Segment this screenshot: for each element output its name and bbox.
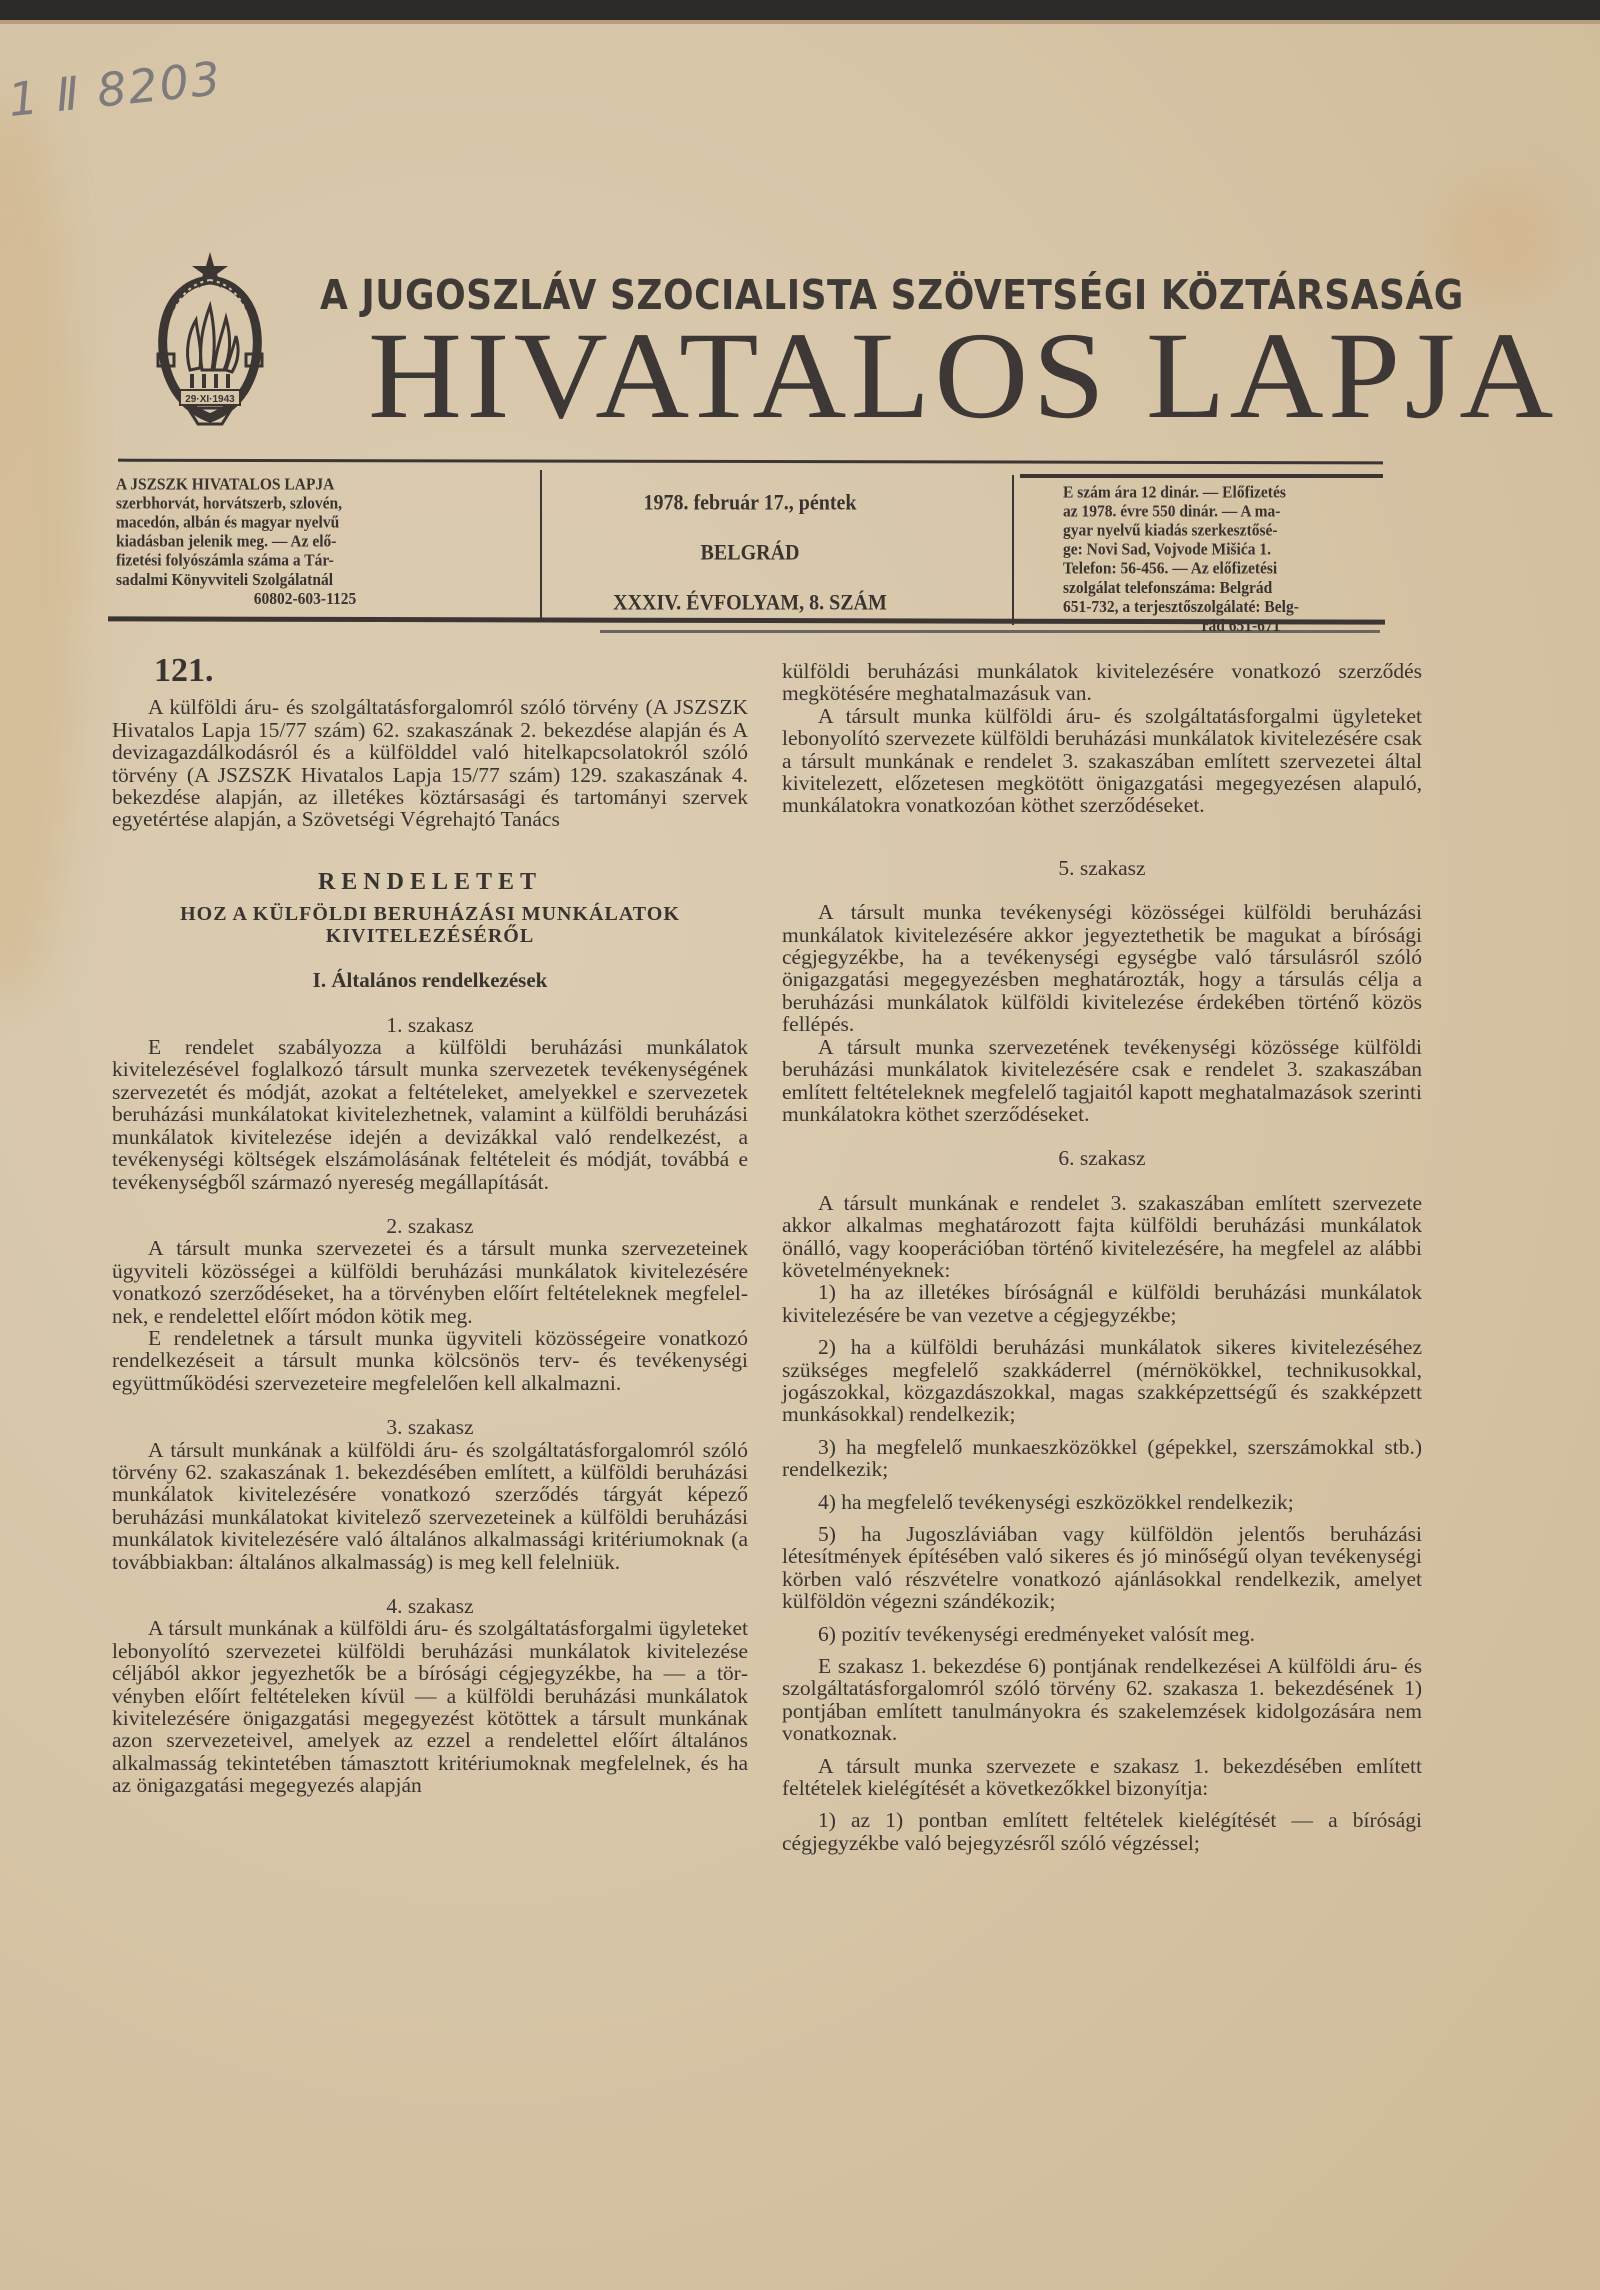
info-line: az 1978. évre 550 dinár. — A ma- [1063,502,1281,522]
section-paragraph: E szakasz 1. bekezdése 6) pontjának rendelkezései A külföldi áru- és szolgáltatásforgalomról szóló törvény 62. szakasza 1. bekezdésének 1) pontjában említett tanulmányokra és szakelemzések kidolgozására nem vonatkoznak. [782,1654,1422,1746]
issue-volume: XXXIV. ÉVFOLYAM, 8. SZÁM [613,590,887,616]
requirement-item: 1) ha az illetékes bíróságnál e külföldi beruházási munkálatok kivitelezésére be van vezetve a cégjegyzékbe; [782,1280,1422,1327]
section-heading: 6. szakasz [1058,1146,1146,1171]
issue-date: 1978. február 17., péntek [643,490,857,516]
info-line: ge: Novi Sad, Vojvode Mišića 1. [1063,540,1271,560]
section-paragraph: A társult munkának a külföldi áru- és szolgáltatásforgalomról szóló törvény 62. szakaszának 1. bekezdésében említett, a külföldi beruházási munkálatok kivitelezésére vonatkozó szerződés tárgyát képező beruházási munkálatokat kivitelező szervezeteinek a külföldi beruházási munkálatok kivitelezésére való általános alkalmassági kritériumoknak (a továbbiakban: általános alkalmasság) is meg kell felelniük. [112,1437,748,1574]
issue-city: BELGRÁD [700,540,800,566]
section-paragraph: A társult munka szervezetének tevékenységi közössége külföldi beruházási munkálatok kivitelezésére csak e rendelet 3. szakaszában említett feltételeknek megfelelő tagjaitól kapott meghatalmazások szerinti munkálatokra köthet szerződéseket. [782,1034,1422,1126]
price-info [1063,483,1419,635]
info-line: 651-732, a terjesztőszolgálaté: Belg- [1063,597,1299,617]
preamble: A külföldi áru- és szolgáltatásforgalomról szóló törvény (A JSZSZK Hivatalos Lapja 15/77 szám) 62. szakaszának 2. bekezdése alapján és A devizagazdálkodásról és a külfölddel való hitelkapcsolatokról szóló törvény (A JSZSZK Hivatalos Lapja 15/77 szám) 129. szakaszának 4. bekezdése alapján, az illetékes köztársasági és tartományi szervek egyetértése alapján, a Szövetségi Végrehajtó Tanács [112,695,748,832]
section-heading: 3. szakasz [386,1415,474,1440]
masthead-kicker: A JUGOSZLÁV SZOCIALISTA SZÖVETSÉGI KÖZTÁRSASÁG [320,272,1464,320]
account-number: 60802-603-1125 [253,589,357,609]
masthead [120,250,1558,450]
section-paragraph: E rendelet szabályozza a külföldi beruházási munkálatok kivitelezésével foglalkozó társult munka szervezetek tevékenységének szervezetét és módját, azokat a feltételeket, amelyekkel e szervezetek beruházási munkálatokat kivitelezhetnek, valamint a külföldi beruházási munkálatok kivitelezése idején a devizákkal való rendelkezést, a tevékenységi költségek elszámolásának feltételeit és módját, továbbá e tevékenységből származó nyereség megállapítását. [112,1035,748,1194]
info-line: kiadásban jelenik meg. — Az elő- [116,532,337,552]
decree-number: 121. [154,652,214,689]
info-line: Telefon: 56-456. — Az előfizetési [1063,559,1278,579]
section-paragraph: külföldi beruházási munkálatok kivitelezésére vonatkozó szerződés megkötésére meghatalmazásuk van. [782,659,1422,706]
requirement-item: 4) ha megfelelő tevékenységi eszközökkel rendelkezik; [818,1489,1294,1514]
info-line: A JSZSZK HIVATALOS LAPJA [116,475,335,495]
info-line: rád 651-671 [1201,616,1281,636]
info-line: E szám ára 12 dinár. — Előfizetés [1063,483,1286,503]
decree-heading: RENDELETET [317,868,543,895]
section-heading: 2. szakasz [386,1213,474,1238]
masthead-title: HIVATALOS LAPJA [368,307,1558,444]
section-heading: 5. szakasz [1058,855,1146,880]
proof-item: 1) az 1) pontban említett feltételek kielégítését — a bírósági cégjegyzékbe való bejegyzésről szóló végzéssel; [782,1808,1422,1855]
info-line: sadalmi Könyvviteli Szolgálatnál [116,570,334,590]
section-heading: 4. szakasz [386,1594,474,1618]
info-divider-left [540,470,542,620]
info-line: szolgálat telefonszáma: Belgrád [1063,578,1273,598]
requirement-item: 2) ha a külföldi beruházási munkálatok sikeres kivitelezéséhez szükséges megfelelő szakkáderrel (mérnökökkel, technikusokkal, jogászokkal, közgazdászokkal, magas szakképzettségű és szakképzett munkásokkal) rendelkezik; [782,1335,1422,1427]
publication-info [116,475,494,608]
chapter-heading: I. Általános rendelkezések [312,968,548,993]
decree-title-line: HOZ A KÜLFÖLDI BERUHÁZÁSI MUNKÁLATOK [180,903,680,926]
info-divider-right [1012,475,1014,625]
requirement-item: 5) ha Jugoszláviában vagy külföldön jelentős beruházási létesítmények építésében való sikeres és jó minőségű olyan tevékenységi körben való részvételre vonatkozó ajánlásokkal rendelkezik, amelyet külföldön végezni szándékozik; [782,1522,1422,1614]
info-line: macedón, albán és magyar nyelvű [116,513,340,533]
section-paragraph: A társult munkának a külföldi áru- és szolgáltatásforgalmi ügyleteket lebonyolító szervezetei külföldi beruházási munkálatok kivitelezése céljából akkor jegyezhetők be a bírósági cégjegyzékbe, ha — a törvényben előírt feltételeken kívül — a külföldi beruházási munkálatok kivitelezésére önigazgatási megegyezést kötöttek a társult munkának azon szervezeteivel, amelyek az ezzel a rendelettel előírt általános alkalmasság tekintetében támasztott kritériumoknak megfelelnek, és ha az önigazgatási megegyezés alapján [112,1616,748,1798]
decree-title [112,903,748,947]
section-heading: 1. szakasz [386,1012,474,1037]
emblem-date: 29·XI·1943 [185,394,235,405]
info-line: fizetési folyószámla száma a Tár- [116,551,334,571]
masthead-rule-top-right [1020,474,1383,478]
section-paragraph: A társult munka szervezetei és a társult munka szervezeteinek ügyviteli közösségei a külföldi beruházási munkálatok kivitelezésére vonatkozó szerződéseket, ha a törvényben előírt feltételeknek megfelelnek, e rendelettel előírt módon kötik meg. [112,1236,748,1328]
section-paragraph: A társult munkának e rendelet 3. szakaszában említett szervezete akkor alkalmas meghatározott fajta külföldi beruházási munkálatok önálló, vagy kooperációban történő kivitelezésére, ha megfelel az alábbi követelményeknek: [782,1190,1422,1282]
section-paragraph: A társult munka tevékenységi közösségei külföldi beruházási munkálatok kivitelezésére akkor jegyeztethetik be magukat a bírósági cégjegyzékbe, ha a tevékenységi egységbe való társulásról szóló önigazgatási megegyezésben meghatározták, hogy a társulás célja a beruházási munkálatok külföldi kivitelezése érdekében történő közös fellépés. [782,900,1422,1037]
decree-title-line: KIVITELEZÉSÉRŐL [325,925,535,948]
scanner-border [0,0,1600,24]
section-paragraph: E rendeletnek a társult munka ügyviteli közösségeire vonatkozó rendelkezéseit a társult munka kölcsönös terv- és tevékenységi együttműködési szervezeteire megfelelően kell alkalmazni. [112,1325,748,1395]
section-paragraph: A társult munka szervezete e szakasz 1. bekezdésében említett feltételek kielégítését a következőkkel bizonyítja: [782,1753,1422,1801]
requirement-item: 3) ha megfelelő munkaeszközökkel (gépekkel, szerszámokkal stb.) rendelkezik; [782,1434,1422,1482]
info-line: szerbhorvát, horvátszerb, szlovén, [116,494,342,514]
yugoslav-coat-of-arms-icon [150,250,270,440]
section-paragraph: A társult munka külföldi áru- és szolgáltatásforgalmi ügyleteket lebonyolító szervezete külföldi beruházási munkálatok kivitelezésére csak a társult munkának e rendelet 3. szakaszában említett szervezetei által kivitelezett, előzetesen megkötött önigazgatási megegyezésen alapuló, munkálatokra vonatkozóan köthet szerződéseket. [782,703,1422,818]
right-column [782,660,1422,1854]
issue-info [560,480,940,626]
handwritten-archive-number: 1 Ⅱ 8203 [5,50,225,128]
info-line: gyar nyelvű kiadás szerkesztősé- [1063,521,1278,541]
left-column [112,652,748,1798]
requirement-item: 6) pozitív tevékenységi eredményeket valósít meg. [818,1621,1256,1646]
